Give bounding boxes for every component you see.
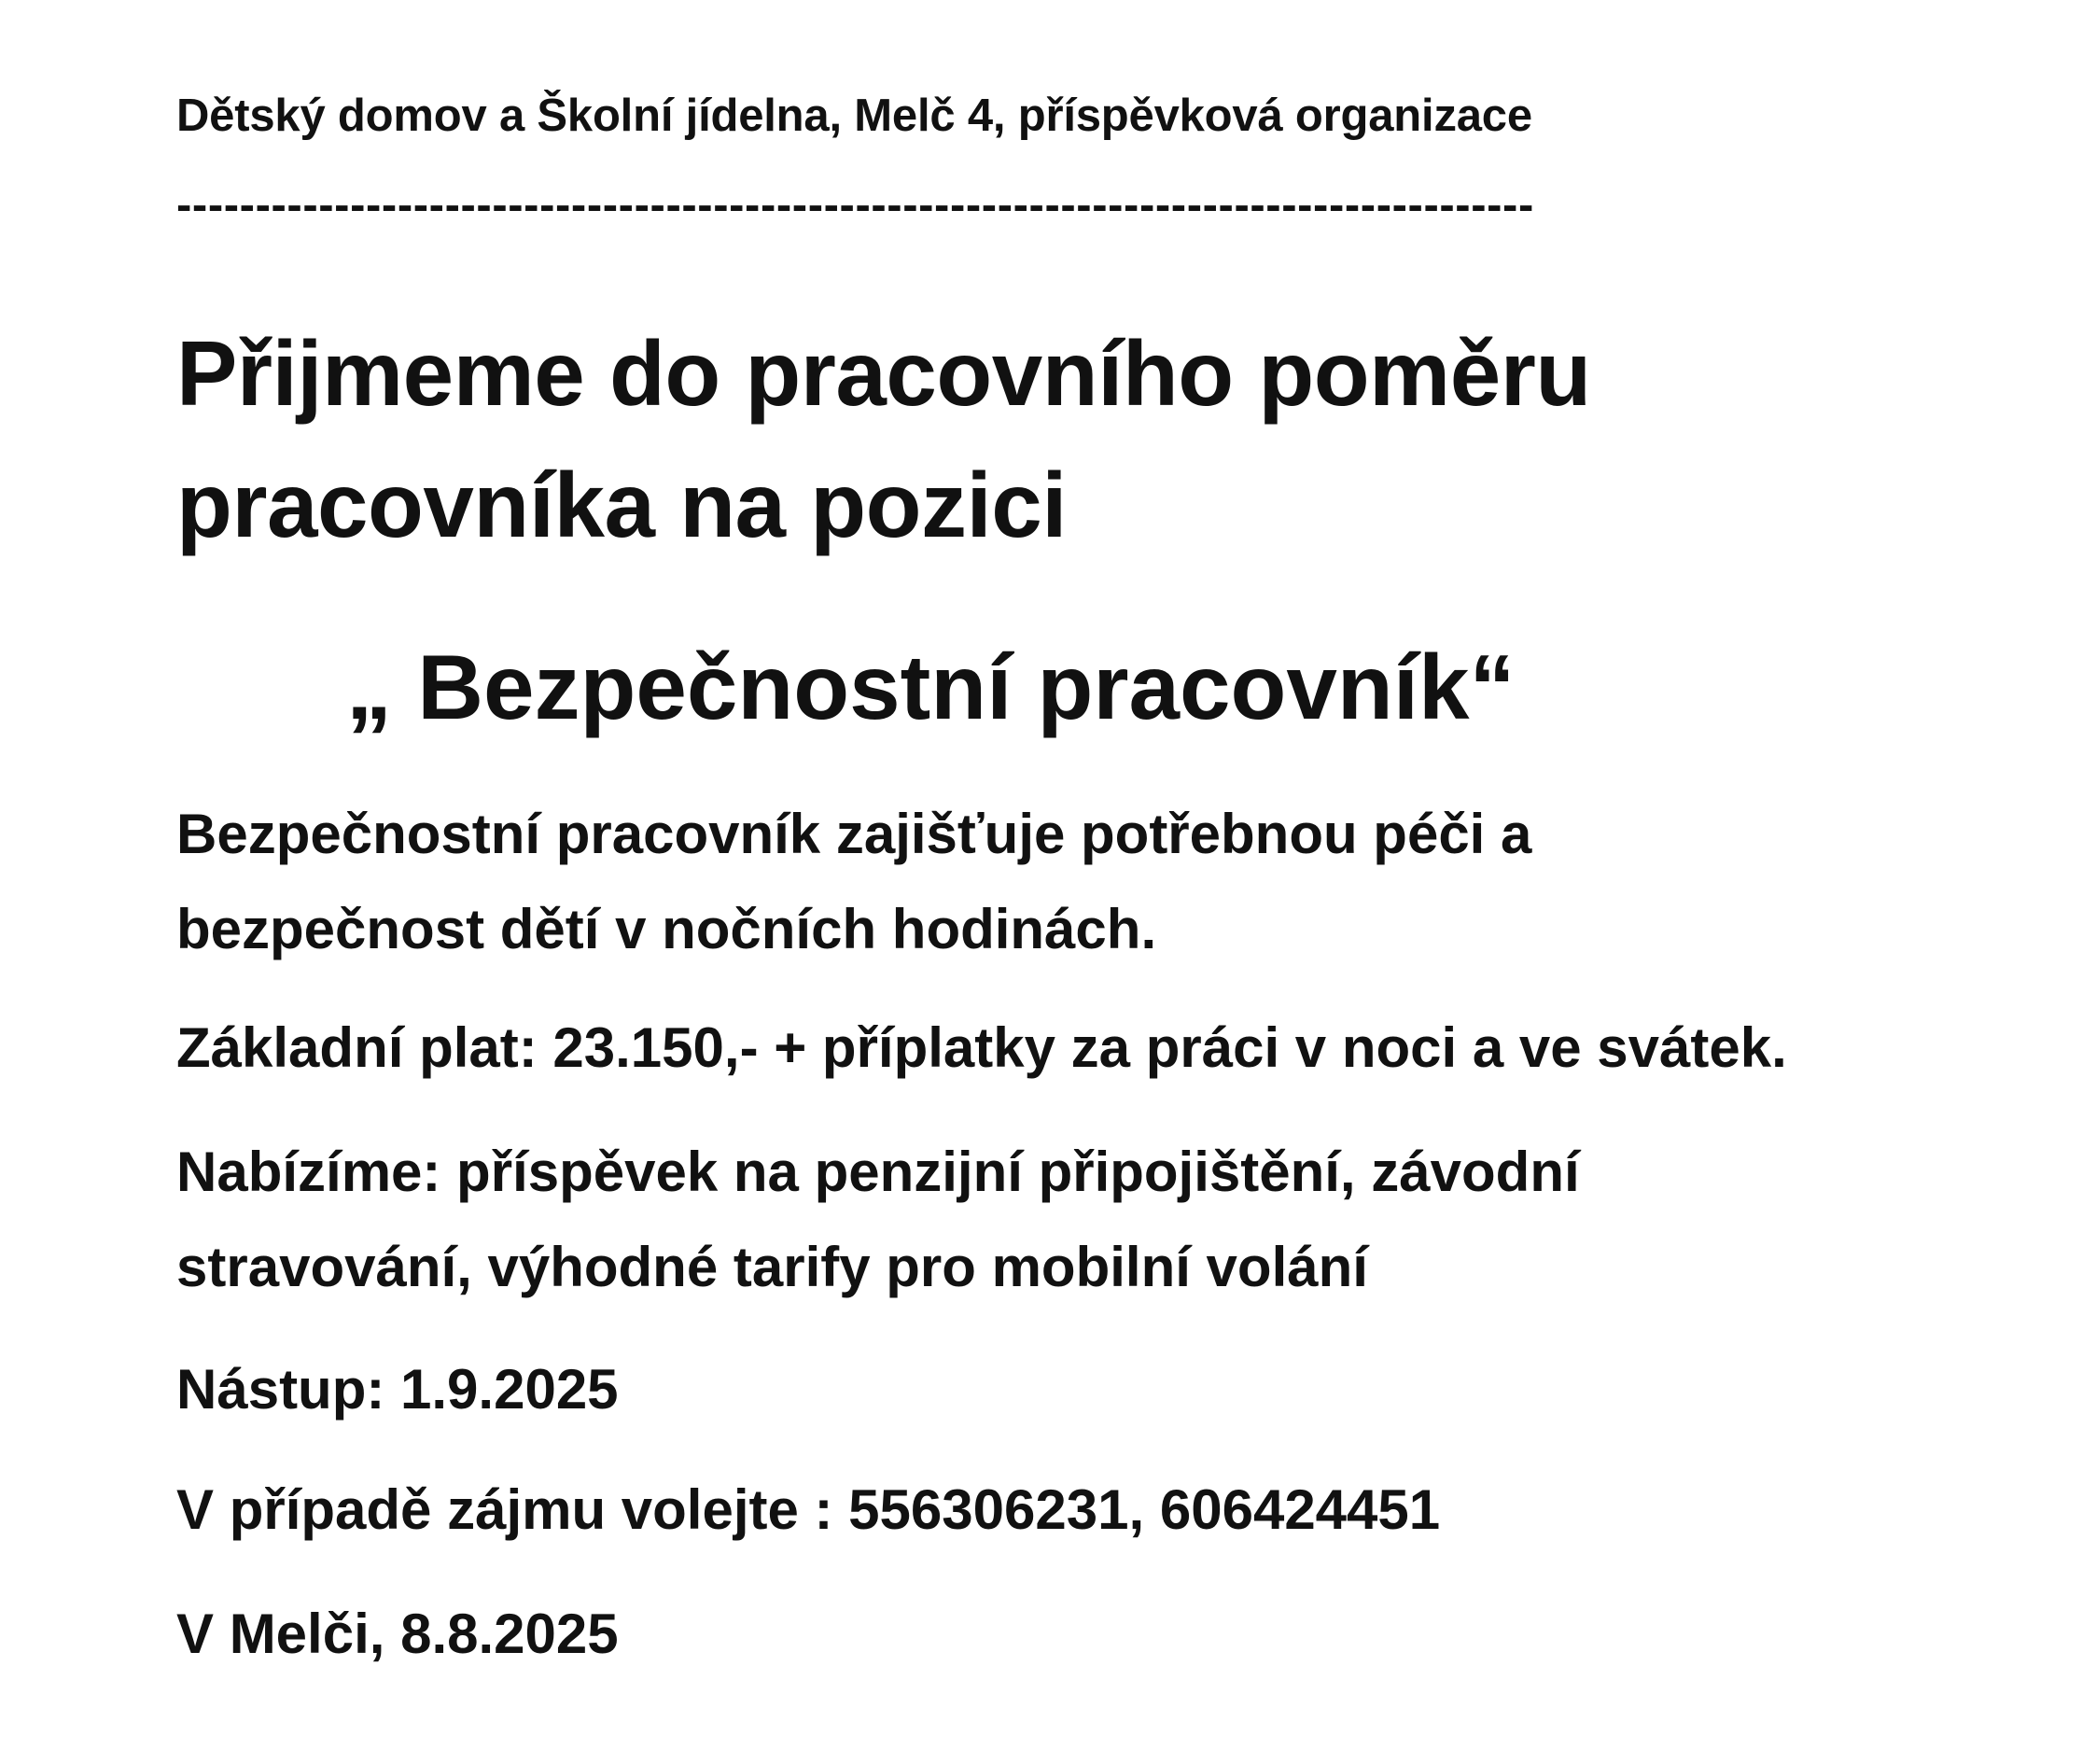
position-name: „ Bezpečnostní pracovník“ — [346, 636, 1516, 738]
benefits-offer — [176, 1125, 1580, 1315]
salary-info: Základní plat: 23.150,- + příplatky za práci v noci a ve svátek. — [176, 1016, 1787, 1079]
title-line-1: Přijmeme do pracovního poměru — [176, 322, 1591, 425]
start-date: Nástup: 1.9.2025 — [176, 1358, 619, 1421]
offer-line-1: Nabízíme: příspěvek na penzijní připojištění, závodní — [176, 1141, 1580, 1203]
page-title — [176, 308, 1591, 571]
place-and-date: V Melči, 8.8.2025 — [176, 1603, 619, 1665]
job-description — [176, 787, 1531, 977]
dashed-divider: -------------------------------------------------------------------------------------- — [176, 180, 1534, 231]
description-line-2: bezpečnost dětí v nočních hodinách. — [176, 898, 1157, 960]
offer-line-2: stravování, výhodné tarify pro mobilní volání — [176, 1236, 1368, 1298]
contact-phones: V případě zájmu volejte : 556306231, 606424451 — [176, 1478, 1441, 1541]
title-line-2: pracovníka na pozici — [176, 454, 1067, 556]
description-line-1: Bezpečnostní pracovník zajišťuje potřebnou péči a — [176, 803, 1532, 865]
organization-header: Dětský domov a Školní jídelna, Melč 4, příspěvková organizace — [176, 91, 1532, 141]
job-posting-document — [176, 0, 2005, 1764]
